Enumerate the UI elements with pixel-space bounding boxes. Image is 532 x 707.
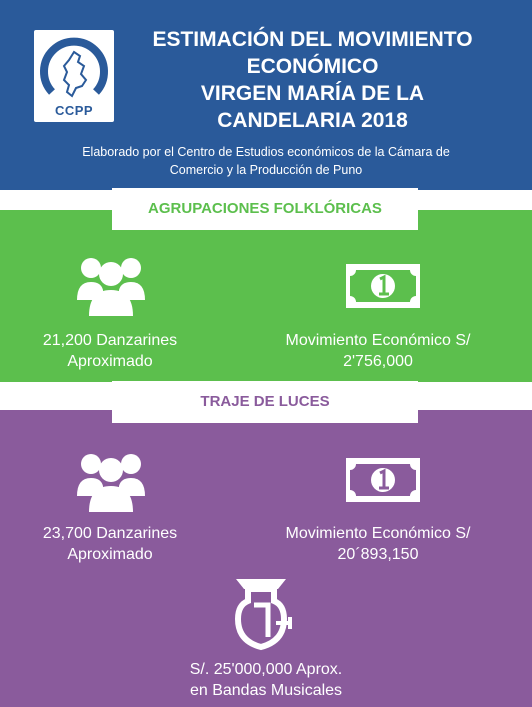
subtitle-line: Comercio y la Producción de Puno (169, 163, 363, 177)
title-line: ECONÓMICO (246, 55, 379, 78)
subtitle-line: Elaborado por el Centro de Estudios económicos de la Cámara de (82, 145, 450, 159)
money-amount: 20´893,150 (337, 546, 419, 563)
agrupaciones-label: AGRUPACIONES FOLKLÓRICAS (112, 188, 418, 230)
logo-text: CCPP (54, 103, 94, 118)
money-amount: 2'756,000 (343, 353, 413, 370)
subtitle (20, 143, 512, 179)
dancers-qualifier: Aproximado (67, 546, 153, 563)
traje-label: TRAJE DE LUCES (112, 381, 418, 423)
agrupaciones-money (268, 330, 488, 372)
people-icon (75, 254, 147, 318)
traje-money (268, 523, 488, 565)
title-line: ESTIMACIÓN DEL MOVIMIENTO (152, 28, 473, 51)
page-title (135, 26, 490, 134)
title-line: VIRGEN MARÍA DE LA (200, 82, 425, 105)
title-line: CANDELARIA 2018 (217, 109, 408, 132)
dancers-count: 23,700 Danzarines (42, 525, 178, 542)
money-label: Movimiento Económico S/ (285, 332, 471, 349)
agrupaciones-dancers (20, 330, 200, 372)
header (0, 0, 532, 190)
bandas-description: en Bandas Musicales (189, 682, 343, 699)
bandas-amount: S/. 25'000,000 Aprox. (189, 661, 343, 678)
ccpp-logo (34, 30, 114, 122)
dancers-count: 21,200 Danzarines (42, 332, 178, 349)
people-icon (75, 450, 147, 514)
money-bill-icon (344, 456, 422, 504)
tuba-icon (226, 575, 296, 655)
bandas-stat (131, 659, 401, 701)
traje-dancers (20, 523, 200, 565)
dancers-qualifier: Aproximado (67, 353, 153, 370)
money-bill-icon (344, 262, 422, 310)
money-label: Movimiento Económico S/ (285, 525, 471, 542)
